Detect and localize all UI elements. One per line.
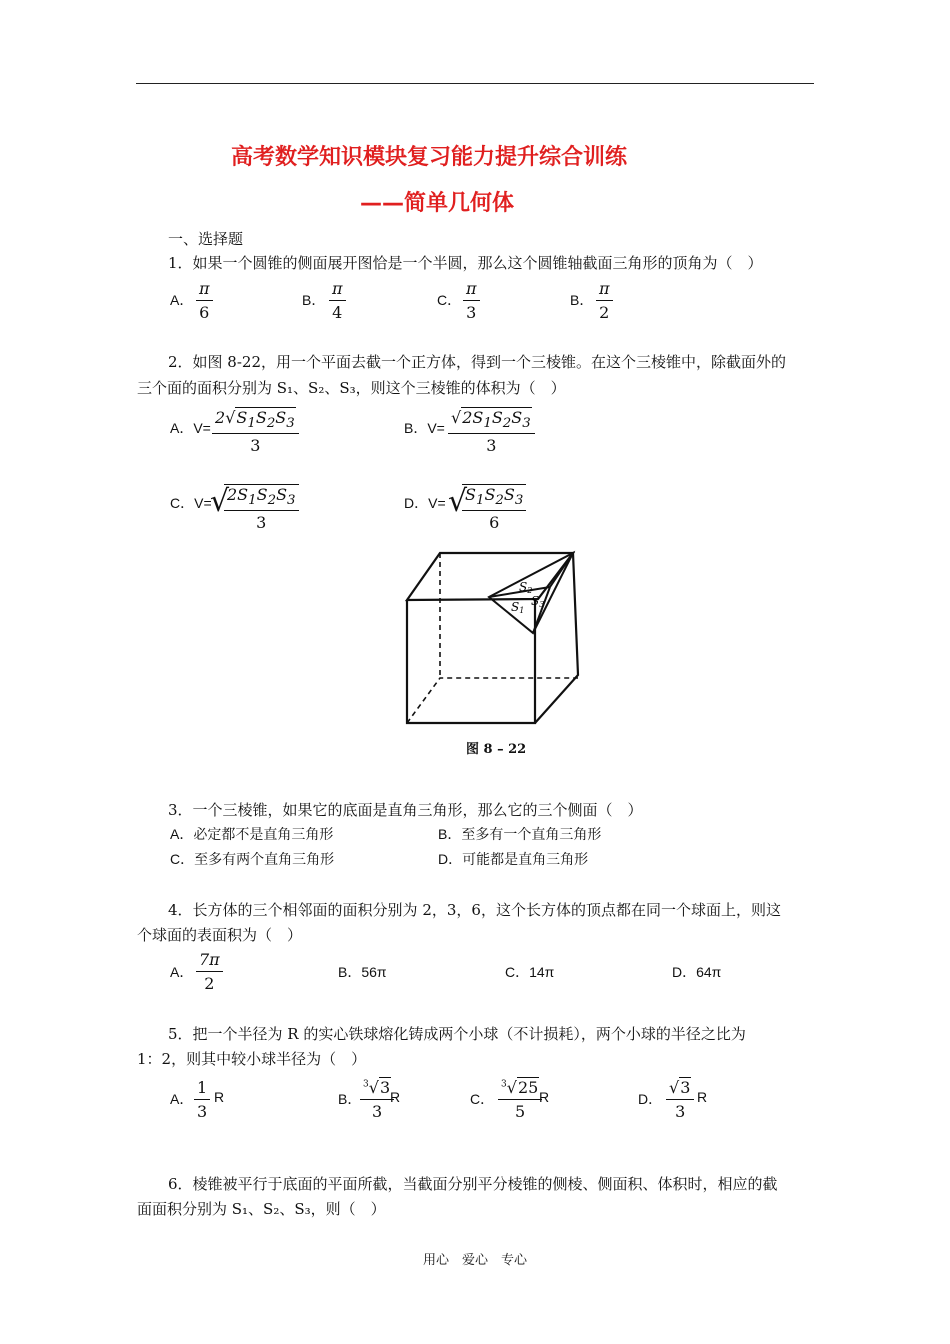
label-s2: S2 xyxy=(519,580,533,595)
q5-option-a-expr: $\frac{1}{3}$ xyxy=(194,1078,210,1121)
q5-option-c-unit: R xyxy=(539,1089,550,1105)
q3-option-d: D．可能都是直角三角形 xyxy=(438,851,589,867)
q2-text-line1: 2．如图 8-22，用一个平面去截一个正方体，得到一个三棱锥。在这个三棱锥中，除截面外的 xyxy=(168,353,787,371)
q1-option-c-fraction: $\frac{\pi}{3}$ xyxy=(463,279,480,322)
page-title: 高考数学知识模块复习能力提升综合训练 xyxy=(231,145,628,170)
section-heading: 一、选择题 xyxy=(168,230,244,248)
q2-option-d-label: D．V= xyxy=(404,495,446,511)
q5-text-line1: 5．把一个半径为 R 的实心铁球熔化铸成两个小球（不计损耗），两个小球的半径之比为 xyxy=(168,1025,746,1043)
q5-option-d-label: D． xyxy=(638,1091,663,1107)
q2-option-a-expr: $\frac{2√S_1S_2S_3}{3}$ xyxy=(212,408,299,455)
q2-option-b-expr: $\frac{√2S_1S_2S_3}{3}$ xyxy=(448,408,535,455)
q2-option-c-expr: $\frac{2S_1S_2S_3}{3}$ xyxy=(224,484,299,532)
cube-figure xyxy=(395,545,595,765)
q5-option-b-expr: $\frac{^3√3}{3}$ xyxy=(360,1078,394,1121)
header-rule xyxy=(136,83,814,84)
page-footer: 用心 爱心 专心 xyxy=(422,1253,527,1268)
q5-option-c-expr: $\frac{^3√25}{5}$ xyxy=(498,1078,542,1121)
q4-option-a-label: A． xyxy=(170,964,194,980)
q5-option-a-label: A． xyxy=(170,1091,194,1107)
cube-solid-edges xyxy=(407,553,578,723)
q2-option-b-label: B．V= xyxy=(404,420,445,436)
q2-text-line2: 三个面的面积分别为 S₁、S₂、S₃，则这个三棱锥的体积为（ ） xyxy=(137,379,566,397)
q5-option-d-expr: $\frac{√3}{3}$ xyxy=(666,1078,694,1121)
q5-option-c-label: C． xyxy=(470,1091,495,1107)
q4-text-line2: 个球面的表面积为（ ） xyxy=(137,926,303,944)
q2-option-d-expr: $\frac{S_1S_2S_3}{6}$ xyxy=(462,484,526,532)
label-s1: S1 xyxy=(511,600,525,615)
q5-text-line2: 1：2，则其中较小球半径为（ ） xyxy=(137,1050,367,1068)
q3-option-b: B．至多有一个直角三角形 xyxy=(438,826,602,842)
label-s3: S3 xyxy=(531,594,545,609)
q6-text-line2: 面面积分别为 S₁、S₂、S₃，则（ ） xyxy=(137,1200,386,1218)
q5-option-b-label: B． xyxy=(338,1091,362,1107)
q5-option-a-unit: R xyxy=(214,1089,225,1105)
q3-text: 3．一个三棱锥，如果它的底面是直角三角形，那么它的三个侧面（ ） xyxy=(168,801,643,819)
q1-option-d-label: B． xyxy=(570,292,594,308)
q3-option-a: A．必定都不是直角三角形 xyxy=(170,826,334,842)
q1-text: 1．如果一个圆锥的侧面展开图恰是一个半圆，那么这个圆锥轴截面三角形的顶角为（ ） xyxy=(168,254,763,272)
q1-option-b-fraction: $\frac{\pi}{4}$ xyxy=(329,279,346,322)
q4-text-line1: 4．长方体的三个相邻面的面积分别为 2，3，6，这个长方体的顶点都在同一个球面上，则这 xyxy=(168,901,781,919)
q4-option-c: C．14π xyxy=(505,964,555,980)
figure-caption: 图 8 – 22 xyxy=(466,742,527,757)
q5-option-d-unit: R xyxy=(697,1089,708,1105)
q1-option-d-fraction: $\frac{\pi}{2}$ xyxy=(596,279,613,322)
q2-option-c-label: C．V= xyxy=(170,495,212,511)
q1-option-a-fraction: $\frac{\pi}{6}$ xyxy=(196,279,213,322)
q4-option-a-fraction: $\frac{7\pi}{2}$ xyxy=(196,950,223,993)
q4-option-d: D．64π xyxy=(672,964,722,980)
q2-option-a-label: A．V= xyxy=(170,420,211,436)
q2-option-c-radical: √ xyxy=(210,484,230,519)
q5-option-b-unit: R xyxy=(390,1089,401,1105)
q2-option-d-radical: √ xyxy=(448,484,468,519)
q1-option-b-label: B． xyxy=(302,292,326,308)
q6-text-line1: 6．棱锥被平行于底面的平面所截，当截面分别平分棱锥的侧棱、侧面积、体积时，相应的截 xyxy=(168,1175,778,1193)
q1-option-a-label: A． xyxy=(170,292,194,308)
page-subtitle: ——简单几何体 xyxy=(360,191,515,216)
q1-option-c-label: C． xyxy=(437,292,462,308)
q3-option-c: C．至多有两个直角三角形 xyxy=(170,851,335,867)
q4-option-b: B．56π xyxy=(338,964,387,980)
